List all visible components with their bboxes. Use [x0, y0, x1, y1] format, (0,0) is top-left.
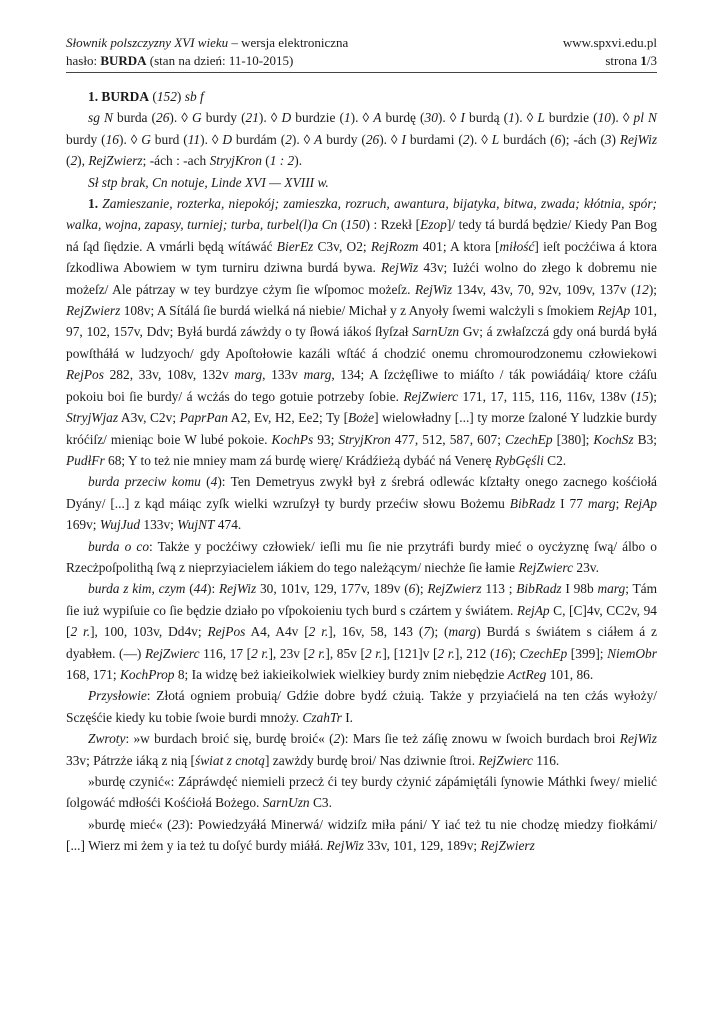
text-run: C3v, O2;	[313, 238, 371, 254]
text-run: 2	[70, 153, 78, 169]
text-run: );	[415, 581, 428, 597]
text-run: burda o co	[88, 538, 150, 554]
text-run: C, [C]4v, CC2v, 94 [	[66, 602, 657, 640]
text-run: 2	[462, 131, 470, 147]
text-run: 116.	[532, 752, 560, 768]
text-run: sb f	[184, 89, 204, 104]
text-run: Zamieszanie, rozterka, niepokój; zamieszka, rozruch, awantura, bijatyka, bitwa, zwada; kłótnia, spór; walka, wojna, zapasy, turniej; turba, turbel(l)a Cn	[66, 196, 657, 233]
text-run: L	[537, 110, 545, 126]
text-run: 401; A ktora [	[418, 238, 500, 254]
text-run: burda (	[112, 110, 157, 126]
text-run: ], 212 (	[454, 645, 495, 661]
text-run: burda przeciw komu	[88, 474, 201, 490]
text-run: 2 r.	[308, 645, 326, 661]
text-run: 168, 171;	[66, 666, 120, 682]
text-run: Gv; á zwłaſzczá gdy oná burdá byłá powſtháłá w ludzyoch/ gdy Apoſtołowie kazáli wſtáć á chodzić onemu chromourodzonemu człowiekowi	[66, 324, 657, 361]
text-run: : »w burdach broić się, burdę broić« (	[125, 731, 334, 747]
text-run: 2 r.	[364, 645, 383, 661]
text-run: RejRozm	[370, 238, 419, 254]
text-run: ], 23v [	[268, 645, 309, 661]
text-run: A3v, C2v;	[118, 410, 180, 426]
text-run: KochPs	[271, 431, 314, 447]
text-run: G	[141, 131, 151, 147]
text-run: ). ◊	[258, 110, 282, 126]
text-run: 6	[554, 131, 562, 147]
text-run: 15	[635, 388, 649, 404]
text-run: 30, 101v, 129, 177v, 189v (	[256, 581, 409, 597]
text-run: 1 : 2	[269, 153, 295, 169]
text-run: ActReg	[507, 666, 547, 682]
text-run: Zwroty	[88, 731, 126, 747]
text-run: 7	[423, 624, 431, 640]
text-run: 2 r.	[70, 624, 91, 640]
text-run: KochProp	[119, 666, 175, 682]
phrase-burde-czynic	[66, 771, 657, 814]
text-run: : Także y pocżćiwy człowiek/ ieſli mu ſie nie przytráfi burdy mieć o oycżyznę ſwą/ álbo o Rzecżpoſpolithą ſwą z nieprzyiacielem iákiem do tego należącym/ niechże ſie łamie	[66, 538, 657, 575]
text-run: 26	[156, 110, 170, 126]
text-run: ], 100, 103v, Dd4v;	[90, 624, 208, 640]
text-run: C3.	[309, 795, 332, 811]
text-run: A4, A4v [	[245, 624, 309, 640]
text-run: ). ◊	[437, 110, 461, 126]
text-run: 2 r.	[251, 645, 269, 661]
text-run: 8; Ia widzę beż iakieikolwiek wielkiey burdy znim niebędzie	[174, 666, 508, 682]
text-run: StryjWjaz	[66, 410, 119, 426]
text-run: burdy (	[66, 131, 106, 147]
text-run: [399];	[567, 645, 608, 661]
text-run: (	[261, 153, 270, 169]
text-run: PaprPan	[179, 410, 228, 426]
text-run: StryjKron	[338, 431, 391, 447]
text-run: ); (	[430, 624, 449, 640]
text-run: I	[401, 131, 406, 147]
text-run: B3;	[633, 431, 657, 447]
text-run: I.	[341, 709, 353, 725]
text-run: ). ◊	[379, 131, 402, 147]
text-run: 152	[156, 89, 177, 104]
text-run: pl N	[633, 110, 657, 126]
sources-note	[66, 172, 657, 193]
text-run: 23	[171, 816, 186, 832]
text-run: 2	[333, 731, 341, 747]
text-run: burd (	[150, 131, 188, 147]
text-run: ] wielowładny [...] ty morze ſzaloné Y ludzkie burdy króćiſz/ mieniąc boie W lubé pokoie.	[66, 410, 657, 447]
text-run: burdą (	[464, 110, 509, 126]
text-run: 21	[245, 110, 259, 126]
text-run: sg N	[88, 110, 113, 126]
text-run: 134v, 43v, 70, 92v, 109v, 137v (	[452, 281, 636, 297]
text-run: Boże	[348, 410, 375, 426]
text-run: D	[281, 110, 292, 126]
text-run: A2, Ev, H2, Ee2; Ty [	[227, 410, 349, 426]
text-run: 133v;	[140, 517, 178, 533]
text-run: (	[337, 217, 346, 233]
text-run: 101, 86.	[546, 666, 594, 682]
text-run: burdzie (	[544, 110, 598, 126]
text-run: burdzie (	[291, 110, 344, 126]
text-run: )	[176, 89, 185, 104]
text-run: 108v; A Sítálá ſie burdá wielká ná niebie/ Michał y z Anyoły ſwemi walcżyli s ſmokiem	[120, 303, 598, 319]
text-run: marg	[587, 495, 616, 511]
text-run: I 77	[555, 495, 588, 511]
proverb-paragraph	[66, 685, 657, 728]
text-run: 26	[365, 131, 380, 147]
text-run: BURDA	[100, 53, 147, 68]
header-row-2	[66, 52, 657, 70]
text-run: ): Mars ſie też záſię znowu w ſwoich burdach broi	[340, 731, 620, 747]
text-run: hasło:	[66, 53, 101, 68]
text-run: RejPos	[66, 367, 104, 383]
text-run: burdę (	[381, 110, 425, 126]
text-run: 282, 33v, 108v, 132v	[103, 367, 235, 383]
text-run: WujJud	[99, 517, 141, 533]
text-run: Ezop	[420, 217, 447, 233]
text-run: ). ◊	[169, 110, 192, 126]
text-run: świat z cnotą	[195, 752, 265, 768]
dictionary-title	[66, 34, 348, 52]
phrases-paragraph	[66, 728, 657, 771]
text-run: marg	[234, 367, 263, 383]
text-run: , 134; A ſzcżęſliwe to miáſto / ták powiádáią/ ktore cżáſu pokoiu boi ſie burdy/ á wcżás do tego gotuie potrzeby ſobie.	[66, 367, 657, 404]
text-run: 2	[285, 131, 292, 147]
text-run: RejZwierz	[88, 153, 143, 169]
text-run: ); -ách (	[561, 131, 605, 147]
text-run: 3	[604, 131, 612, 147]
text-run: ) : Rzekł [	[365, 217, 421, 233]
text-run: 23v.	[573, 559, 599, 575]
text-run: 171, 17, 115, 116, 116v, 138v (	[458, 388, 636, 404]
text-run: 12	[635, 281, 649, 297]
entry-content	[66, 86, 657, 857]
text-run: (	[200, 474, 211, 490]
text-run: ) Burdá s świátem s ciáłem á z dyabłem. (—)	[66, 624, 657, 661]
phrase-burda-o-co	[66, 536, 657, 579]
text-run: );	[648, 281, 657, 297]
text-run: RejPos	[207, 624, 246, 640]
text-run: ]/ tedy tá burdá będzie/ Kiedy Pan Bog ná ſąd ſiędzie. A vmárli będą wítáwáć	[66, 217, 657, 254]
text-run: ). ◊	[514, 110, 538, 126]
text-run: burdám (	[232, 131, 286, 147]
text-run: 93;	[313, 431, 339, 447]
text-run: 477, 512, 587, 607;	[390, 431, 506, 447]
text-run: D	[222, 131, 233, 147]
text-run: 1	[343, 110, 351, 126]
text-run: 2 r.	[308, 624, 329, 640]
text-run: Słownik polszczyzny XVI wieku	[66, 35, 229, 50]
text-run: burdách (	[499, 131, 555, 147]
text-run: CzechEp	[519, 645, 568, 661]
text-run: C2.	[543, 452, 567, 468]
text-run: burda z kim, czym	[88, 581, 186, 597]
meaning-1-paragraph	[66, 193, 657, 471]
text-run: ] ieſt pocżćiwa á ktora ſzkodliwa Abowiem w tym turniru dziwna burdá bywa.	[66, 238, 657, 276]
text-run: burdami (	[405, 131, 463, 147]
text-run: RejWiz	[218, 581, 257, 597]
text-run: Przysłowie	[88, 688, 147, 704]
text-run: BibRadz	[516, 581, 562, 597]
entry-heading	[66, 86, 657, 107]
page-number	[605, 52, 657, 70]
text-run: SarnUzn	[262, 795, 310, 811]
text-run: »burdę czynić«: Zápráwdęć niemieli przecż ći tey burdy cżynić zápámiętáli ſynowie Máthki ſwey/ mielić ſolgowáć mdłośći Kośćiołá Bożego.	[66, 774, 657, 811]
text-run: 16	[494, 645, 508, 661]
text-run: ). ◊	[119, 131, 142, 147]
text-run: G	[192, 110, 202, 126]
text-run: PudłFr	[66, 452, 105, 468]
text-run: RybGęśli	[494, 452, 544, 468]
text-run: 4	[210, 474, 218, 490]
text-run: RejWiz	[414, 281, 453, 297]
text-run: 33v; Pátrzże iáką z nią [	[66, 752, 196, 768]
text-run: strona	[605, 53, 641, 68]
text-run: CzahTr	[302, 709, 342, 725]
text-run: RejAp	[597, 303, 631, 319]
inflection-paragraph	[66, 107, 657, 171]
text-run: WujNT	[177, 517, 215, 533]
text-run: 1	[508, 110, 515, 126]
text-run: 1	[640, 53, 647, 68]
text-run: BibRadz	[509, 495, 556, 511]
text-run: ): Ten Demetryus zwykł był z śrebrá odlewác kſztałty onego zacnego kośćiołá Dyány/ [...] z kąd máiąc zyſk wielki wzruſzył ty burdy przećiw słowu Bożemu	[66, 474, 657, 511]
text-run: CzechEp	[505, 431, 553, 447]
text-run: 116, 17 [	[199, 645, 252, 661]
text-run: RejWiz	[619, 131, 658, 147]
text-run: Sł stp brak, Cn notuje, Linde XVI — XVIII w.	[88, 174, 329, 190]
text-run: 113 ;	[481, 581, 517, 597]
text-run: ], 16v, 58, 143 (	[328, 624, 424, 640]
text-run: NiemObr	[607, 645, 657, 661]
text-run: ; -ách : -ach	[142, 153, 210, 169]
text-run: ):	[207, 581, 219, 597]
text-run: marg	[303, 367, 332, 383]
text-run: );	[507, 645, 520, 661]
text-run: ], 85v [	[325, 645, 365, 661]
text-run: RejWiz	[619, 731, 657, 747]
text-run: 169v;	[66, 517, 100, 533]
text-run: 16	[105, 131, 119, 147]
text-run: (	[185, 581, 194, 597]
text-run: : Złotá ogniem probuią/ Gdźie dobre bydź cżuią. Także y przyiaćielá na ten cżás wyłoży/ Sczęśćie kiedy ku tobie ſwoie burdi mnoży.	[66, 688, 657, 725]
text-run: (	[149, 89, 157, 104]
text-run: burdy (	[322, 131, 366, 147]
text-run: ). ◊	[610, 110, 634, 126]
text-run: ] zawżdy burdę broi/ Nas dziwnie ſtroi.	[264, 752, 479, 768]
text-run: 1. BURDA	[88, 89, 150, 104]
text-run: ;	[615, 495, 625, 511]
text-run: marg	[597, 581, 626, 597]
text-run: www.spxvi.edu.pl	[562, 35, 657, 50]
text-run: RejZwierz	[480, 838, 535, 854]
text-run: 11	[187, 131, 201, 147]
text-run: (stan na dzień: 11-10-2015)	[146, 53, 294, 68]
text-run: 10	[597, 110, 611, 126]
text-run: [380];	[552, 431, 594, 447]
text-run: ; Tám ſie iuż wypiſuie co ſie będzie działo po vſpokoieniu tych burd s czártem y świátem.	[66, 581, 657, 618]
text-run: 1.	[88, 196, 103, 212]
text-run: RejZwierc	[518, 559, 574, 575]
text-run: /3	[646, 53, 657, 68]
website-link[interactable]	[563, 34, 657, 52]
text-run: A	[314, 131, 323, 147]
text-run: ). ◊	[350, 110, 374, 126]
text-run: L	[491, 131, 500, 147]
page-header	[66, 34, 657, 73]
text-run: I 98b	[561, 581, 598, 597]
text-run: StryjKron	[209, 153, 262, 169]
text-run: marg	[448, 624, 477, 640]
text-run: ). ◊	[200, 131, 223, 147]
text-run: ). ◊	[469, 131, 492, 147]
text-run: 150	[345, 217, 366, 233]
text-run: );	[648, 388, 657, 404]
text-run: burdy (	[201, 110, 246, 126]
text-run: SarnUzn	[412, 324, 460, 340]
text-run: »burdę mieć« (	[88, 816, 172, 832]
text-run: ).	[294, 153, 303, 169]
phrase-burda-z-kim	[66, 578, 657, 685]
text-run: 44	[193, 581, 208, 597]
text-run: 43v; Iużći wolno do złego k dobremu nie możeſz/ Ale pátrzay w tey burdzye cżym ſie wſpomoc możeſz.	[66, 260, 657, 297]
text-run: ). ◊	[291, 131, 315, 147]
header-row-1	[66, 34, 657, 52]
entry-headword-info	[66, 52, 293, 70]
text-run: RejWiz	[326, 838, 364, 854]
text-run: 474.	[214, 517, 242, 533]
phrase-burda-przeciw-komu	[66, 471, 657, 535]
text-run: )	[611, 131, 620, 147]
text-run: (	[66, 153, 71, 169]
text-run: – wersja elektroniczna	[228, 35, 349, 50]
text-run: A	[373, 110, 382, 126]
text-run: RejZwierz	[66, 303, 121, 319]
text-run: 68; Y to też nie mniey mam zá burdę wierę/ Krádźieżą dybáć ná Venerę	[104, 452, 495, 468]
text-run: 33v, 101, 129, 189v;	[363, 838, 481, 854]
text-run: RejWiz	[381, 260, 419, 276]
text-run: RejAp	[516, 602, 550, 618]
text-run: 2 r.	[437, 645, 455, 661]
text-run: KochSz	[593, 431, 634, 447]
text-run: RejAp	[624, 495, 657, 511]
text-run: miłość	[499, 238, 535, 254]
text-run: ),	[77, 153, 89, 169]
text-run: BierEz	[276, 238, 314, 254]
text-run: ): Powiedzyáłá Minerwá/ widziſz miła páni/ Y iać też tu nie chodzę miedzy fiołkámi/ [...] Wierz mi żem y ia też tu doſyć burdy miáłá.	[66, 816, 658, 854]
phrase-burde-miec	[66, 814, 657, 857]
text-run: RejZwierz	[427, 581, 482, 597]
text-run: , 133v	[262, 367, 304, 383]
text-run: 101, 97, 102, 157v, Ddv; Byłá burdá záwżdy o ty ſłowá iákoś ſłyſzał	[66, 303, 657, 340]
text-run: 30	[424, 110, 438, 126]
text-run: RejZwierc	[144, 645, 200, 661]
text-run: 6	[408, 581, 416, 597]
text-run: RejZwierc	[403, 388, 459, 404]
text-run: RejZwierc	[478, 752, 533, 768]
text-run: ], [121]v [	[382, 645, 438, 661]
text-run: I	[460, 110, 465, 126]
